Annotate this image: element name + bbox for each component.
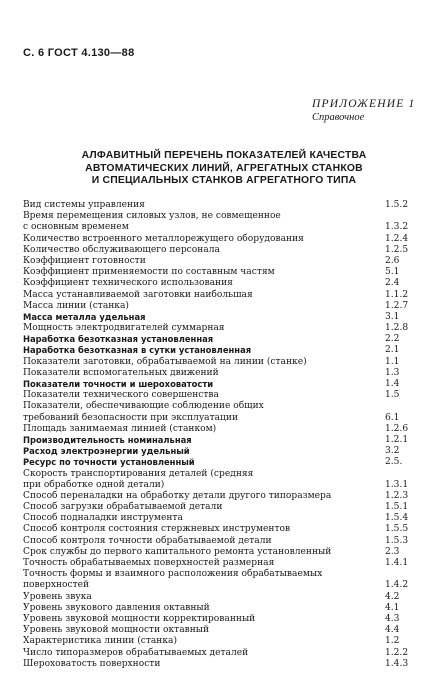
list-item (23, 659, 415, 670)
clause-number: 2.6 (385, 255, 400, 266)
index-term: требований безопасности при эксплуатации (23, 412, 239, 423)
list-item (23, 513, 415, 524)
clause-number: 1.5.2 (385, 200, 409, 210)
list-item (23, 625, 415, 636)
clause-number: 1.4.2 (385, 580, 409, 591)
index-term: Способ подналадки инструмента (23, 513, 183, 524)
index-term: Число типоразмеров обрабатываемых деталей (23, 647, 249, 658)
list-item (23, 614, 415, 625)
index-term: Масса устанавливаемой заготовки наибольшая (23, 289, 253, 300)
index-term: Показатели заготовки, обрабатываемой на линии (станке) (23, 356, 307, 367)
clause-number: 2.1 (385, 345, 400, 356)
list-item (23, 234, 415, 245)
clause-number: 1.2.5 (385, 244, 409, 255)
clause-number: 1.2.2 (385, 647, 409, 658)
clause-number: 4.4 (385, 625, 400, 636)
index-term: Вид системы управления (23, 200, 145, 210)
list-item (23, 457, 415, 468)
clause-number: 3.2 (385, 446, 400, 457)
index-term: Способ контроля точности обрабатываемой детали (23, 535, 272, 546)
index-term: Способ контроля состояния стержневых инструментов (23, 524, 291, 535)
list-item (23, 245, 415, 256)
clause-number: 1.4.1 (385, 558, 409, 568)
list-item (23, 368, 415, 379)
clause-number: 1.5.3 (385, 535, 409, 546)
index-term: Коэффициент технического использования (23, 278, 233, 289)
list-item (23, 502, 415, 513)
list-item (23, 278, 415, 289)
list-item (23, 290, 415, 301)
clause-number: 5.1 (385, 267, 400, 278)
clause-number: 1.2 (385, 636, 400, 647)
index-term: Количество встроенного металлорежущего оборудования (23, 233, 304, 244)
list-item (23, 558, 415, 569)
clause-number: 1.5.5 (385, 524, 409, 535)
clause-number: 1.4 (385, 379, 400, 389)
clause-number: 1.5.1 (385, 502, 409, 513)
list-item (23, 636, 415, 647)
list-item (23, 648, 415, 659)
list-item (23, 301, 415, 312)
index-term: Уровень звука (23, 591, 92, 602)
clause-number: 1.1.2 (385, 289, 409, 300)
index-term: при обработке одной детали) (23, 479, 165, 490)
list-item (23, 480, 415, 491)
clause-number: 1.2.6 (385, 423, 409, 434)
list-item (23, 345, 415, 356)
index-term: Скорость транспортирования деталей (средняя (23, 468, 254, 479)
list-item (23, 211, 415, 222)
list-item (23, 390, 415, 401)
index-term: Время перемещения силовых узлов, не совмещенное (23, 211, 281, 222)
list-item (23, 424, 415, 435)
index-term: Уровень звукового давления октавный (23, 602, 210, 613)
index-term: Уровень звуковой мощности корректированный (23, 613, 256, 624)
clause-number: 2.5. (385, 457, 403, 468)
index-term: с основным временем (23, 222, 129, 233)
clause-number: 1.5.4 (385, 513, 409, 524)
index-term: Способ загрузки обрабатываемой детали (23, 502, 223, 513)
list-item (23, 312, 415, 323)
index-term: Показатели точности и шероховатости (23, 379, 214, 389)
index-term: Шероховатость поверхности (23, 658, 161, 669)
clause-number: 2.4 (385, 278, 400, 289)
list-item (23, 401, 415, 412)
list-item (23, 222, 415, 233)
document-title (48, 150, 400, 188)
clause-number: 4.1 (385, 602, 400, 613)
index-term: Характеристика линии (станка) (23, 636, 178, 647)
appendix-title: ПРИЛОЖЕНИЕ 1 (312, 98, 416, 110)
index-term: Точность формы и взаимного расположения обрабатываемых (23, 569, 323, 580)
list-item (23, 435, 415, 446)
list-item (23, 580, 415, 591)
index-term: Наработка безотказная установленная (23, 334, 214, 345)
clause-number: 1.2.7 (385, 300, 409, 311)
list-item (23, 357, 415, 368)
list-item (23, 491, 415, 502)
index-term: поверхностей (23, 580, 90, 591)
list-item (23, 469, 415, 480)
index-term: Срок службы до первого капитального ремонта установленный (23, 546, 332, 557)
clause-number: 2.2 (385, 334, 400, 345)
list-item (23, 267, 415, 278)
list-item (23, 603, 415, 614)
index-term: Расход электроэнергии удельный (23, 446, 190, 457)
clause-number: 6.1 (385, 412, 400, 423)
index-term: Производительность номинальная (23, 434, 192, 445)
title-line: АВТОМАТИЧЕСКИХ ЛИНИЙ, АГРЕГАТНЫХ СТАНКОВ (85, 162, 363, 174)
list-item (23, 379, 415, 390)
clause-number: 1.2.3 (385, 490, 409, 501)
index-term: Количество обслуживающего персонала (23, 244, 220, 255)
index-list (23, 200, 415, 670)
title-line: И СПЕЦИАЛЬНЫХ СТАНКОВ АГРЕГАТНОГО ТИПА (91, 175, 357, 186)
list-item (23, 323, 415, 334)
appendix-label (312, 98, 416, 123)
list-item (23, 592, 415, 603)
list-item (23, 334, 415, 345)
index-term: Наработка безотказная в сутки установленная (23, 345, 252, 356)
clause-number: 1.3.2 (385, 222, 409, 233)
index-term: Способ переналадки на обработку детали другого типоразмера (23, 490, 332, 501)
index-term: Коэффициент готовности (23, 255, 146, 266)
clause-number: 3.1 (385, 311, 400, 322)
index-term: Показатели вспомогательных движений (23, 367, 219, 378)
clause-number: 1.3.1 (385, 479, 409, 490)
index-term: Масса металла удельная (23, 311, 146, 322)
index-term: Площадь занимаемая линией (станком) (23, 423, 217, 434)
index-term: Точность обрабатываемых поверхностей размерная (23, 558, 275, 568)
clause-number: 1.4.3 (385, 658, 409, 669)
index-term: Уровень звуковой мощности октавный (23, 625, 210, 636)
page-header: С. 6 ГОСТ 4.130—88 (23, 47, 135, 59)
clause-number: 1.3 (385, 367, 400, 378)
list-item (23, 413, 415, 424)
list-item (23, 536, 415, 547)
clause-number: 1.2.1 (385, 434, 409, 445)
list-item (23, 200, 415, 211)
list-item (23, 524, 415, 535)
index-term: Показатели, обеспечивающие соблюдение общих (23, 401, 264, 412)
index-term: Мощность электродвигателей суммарная (23, 323, 225, 334)
clause-number: 1.2.4 (385, 233, 409, 244)
clause-number: 2.3 (385, 546, 400, 557)
index-term: Коэффициент применяемости по составным частям (23, 267, 275, 278)
list-item (23, 446, 415, 457)
clause-number: 4.2 (385, 591, 400, 602)
clause-number: 1.5 (385, 390, 400, 401)
clause-number: 1.2.8 (385, 323, 409, 334)
clause-number: 1.1 (385, 356, 400, 367)
index-term: Показатели технического совершенства (23, 390, 219, 401)
index-term: Масса линии (станка) (23, 300, 129, 311)
clause-number: 4.3 (385, 613, 400, 624)
list-item (23, 569, 415, 580)
index-term: Ресурс по точности установленный (23, 457, 195, 468)
title-line: АЛФАВИТНЫЙ ПЕРЕЧЕНЬ ПОКАЗАТЕЛЕЙ КАЧЕСТВА (81, 150, 367, 161)
appendix-subtitle: Справочное (312, 112, 365, 123)
list-item (23, 256, 415, 267)
list-item (23, 547, 415, 558)
